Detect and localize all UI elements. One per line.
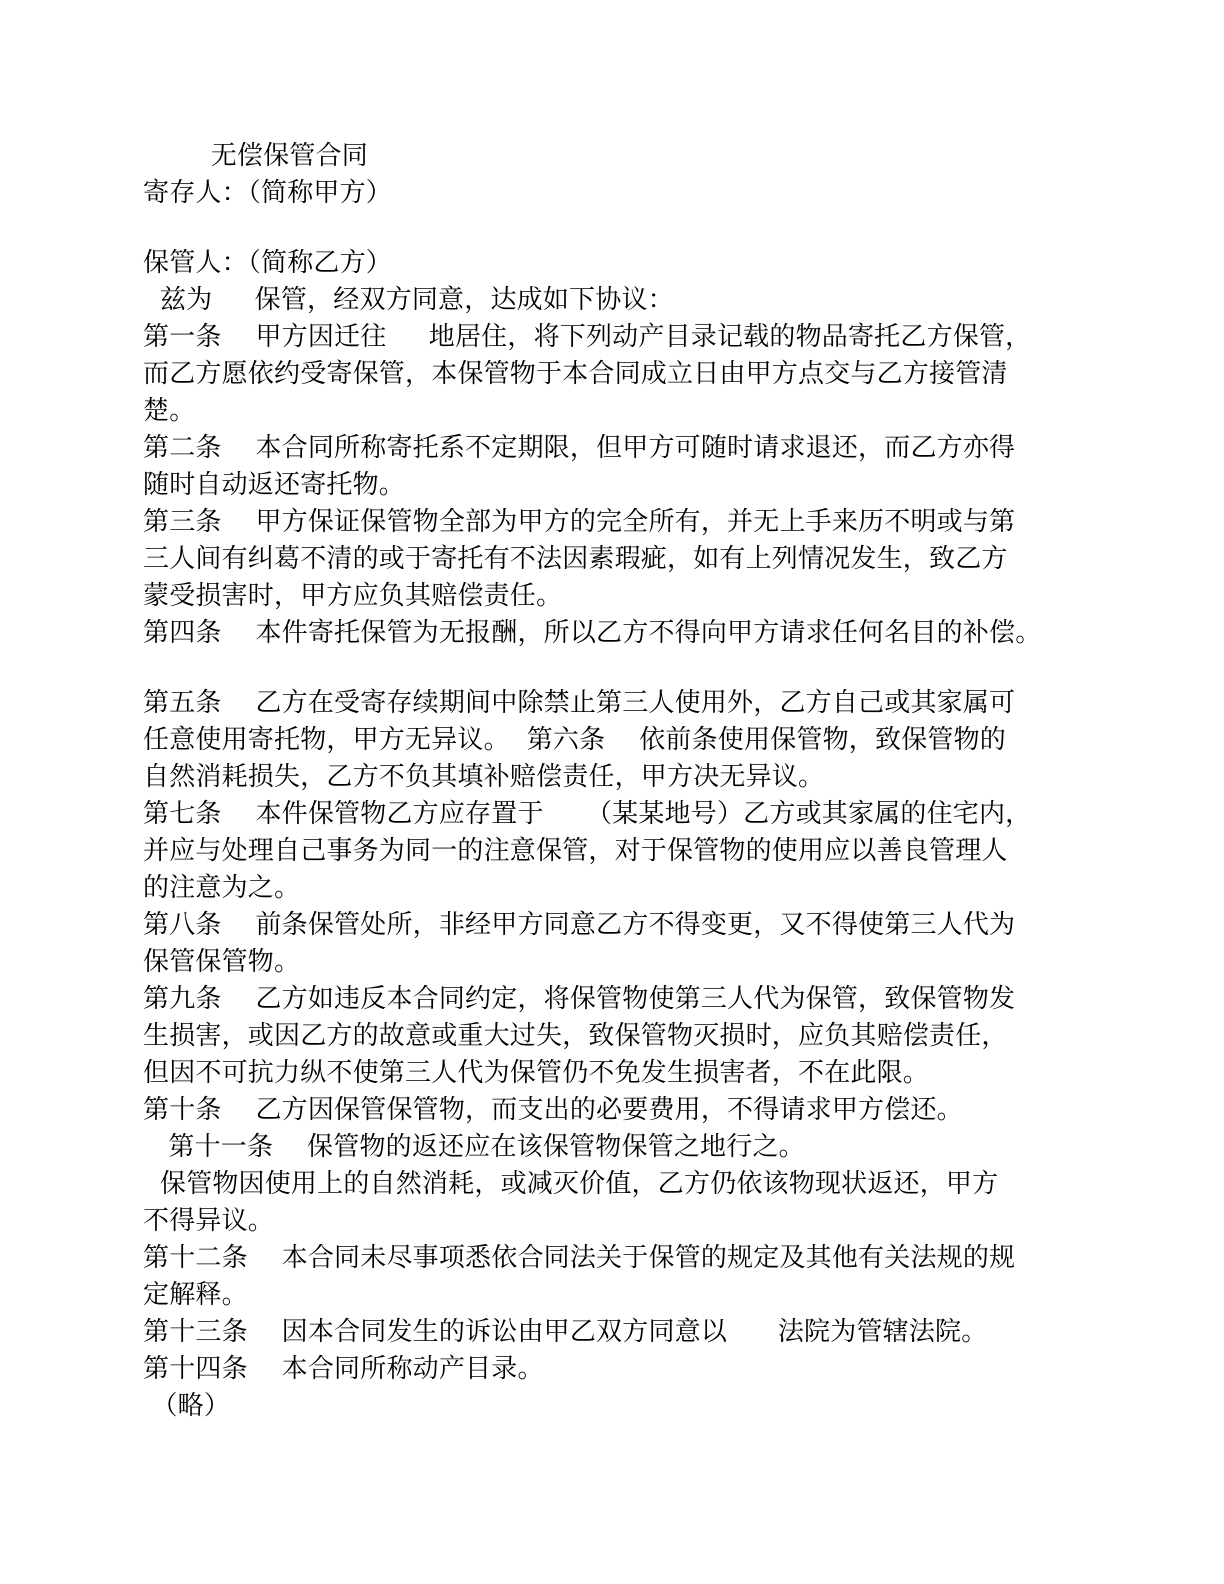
omitted-note: （略） — [143, 1391, 231, 1421]
article-1-line-2: 而乙方愿依约受寄保管，本保管物于本合同成立日由甲方点交与乙方接管清 — [143, 359, 1008, 389]
article-4-line-1: 第四条 本件寄托保管为无报酬，所以乙方不得向甲方请求任何名目的补偿。 — [143, 618, 1042, 648]
document-page — [143, 138, 1083, 1425]
article-9-line-1: 第九条 乙方如违反本合同约定，将保管物使第三人代为保管，致保管物发 — [143, 984, 1016, 1014]
article-1-line-1: 第一条 甲方因迁往 地居住，将下列动产目录记载的物品寄托乙方保管， — [143, 322, 1032, 352]
article-12-line-1: 第十二条 本合同未尽事项悉依合同法关于保管的规定及其他有关法规的规 — [143, 1243, 1016, 1273]
article-3-line-2: 三人间有纠葛不清的或于寄托有不法因素瑕疵，如有上列情况发生，致乙方 — [143, 544, 1008, 574]
article-6-line-3: 自然消耗损失，乙方不负其填补赔偿责任，甲方决无异议。 — [143, 762, 825, 792]
article-7-line-1: 第七条 本件保管物乙方应存置于 （某某地号）乙方或其家属的住宅内， — [143, 799, 1032, 829]
article-3-line-1: 第三条 甲方保证保管物全部为甲方的完全所有，并无上手来历不明或与第 — [143, 507, 1016, 537]
article-11-line-2: 保管物因使用上的自然消耗，或减灭价值，乙方仍依该物现状返还，甲方 — [143, 1169, 999, 1199]
document-title: 无偿保管合同 — [143, 141, 368, 171]
depositor-line: 寄存人：（简称甲方） — [143, 178, 393, 208]
article-7-line-3: 的注意为之。 — [143, 873, 301, 903]
custodian-line: 保管人：（简称乙方） — [143, 248, 393, 278]
preamble-line: 兹为 保管，经双方同意，达成如下协议： — [143, 285, 674, 315]
article-9-line-3: 但因不可抗力纵不使第三人代为保管仍不免发生损害者，不在此限。 — [143, 1058, 930, 1088]
article-11-line-1: 第十一条 保管物的返还应在该保管物保管之地行之。 — [143, 1132, 805, 1162]
blank-line — [143, 212, 1083, 245]
article-1-line-3: 楚。 — [143, 396, 196, 426]
article-2-line-1: 第二条 本合同所称寄托系不定期限，但甲方可随时请求退还，而乙方亦得 — [143, 433, 1016, 463]
blank-line — [143, 652, 1083, 685]
article-7-line-2: 并应与处理自己事务为同一的注意保管，对于保管物的使用应以善良管理人 — [143, 836, 1008, 866]
article-8-line-1: 第八条 前条保管处所，非经甲方同意乙方不得变更，又不得使第三人代为 — [143, 910, 1016, 940]
article-13-line-1: 第十三条 因本合同发生的诉讼由甲乙双方同意以 法院为管辖法院。 — [143, 1317, 988, 1347]
article-5-6-line-2: 任意使用寄托物，甲方无异议。 第六条 依前条使用保管物，致保管物的 — [143, 725, 1006, 755]
article-11-line-3: 不得异议。 — [143, 1206, 275, 1236]
article-3-line-3: 蒙受损害时，甲方应负其赔偿责任。 — [143, 581, 563, 611]
article-5-line-1: 第五条 乙方在受寄存续期间中除禁止第三人使用外，乙方自己或其家属可 — [143, 688, 1016, 718]
article-2-line-2: 随时自动返还寄托物。 — [143, 470, 406, 500]
article-14-line-1: 第十四条 本合同所称动产目录。 — [143, 1354, 544, 1384]
article-8-line-2: 保管保管物。 — [143, 947, 301, 977]
article-9-line-2: 生损害，或因乙方的故意或重大过失，致保管物灭损时，应负其赔偿责任， — [143, 1021, 1008, 1051]
article-12-line-2: 定解释。 — [143, 1280, 248, 1310]
article-10-line-1: 第十条 乙方因保管保管物，而支出的必要费用，不得请求甲方偿还。 — [143, 1095, 963, 1125]
